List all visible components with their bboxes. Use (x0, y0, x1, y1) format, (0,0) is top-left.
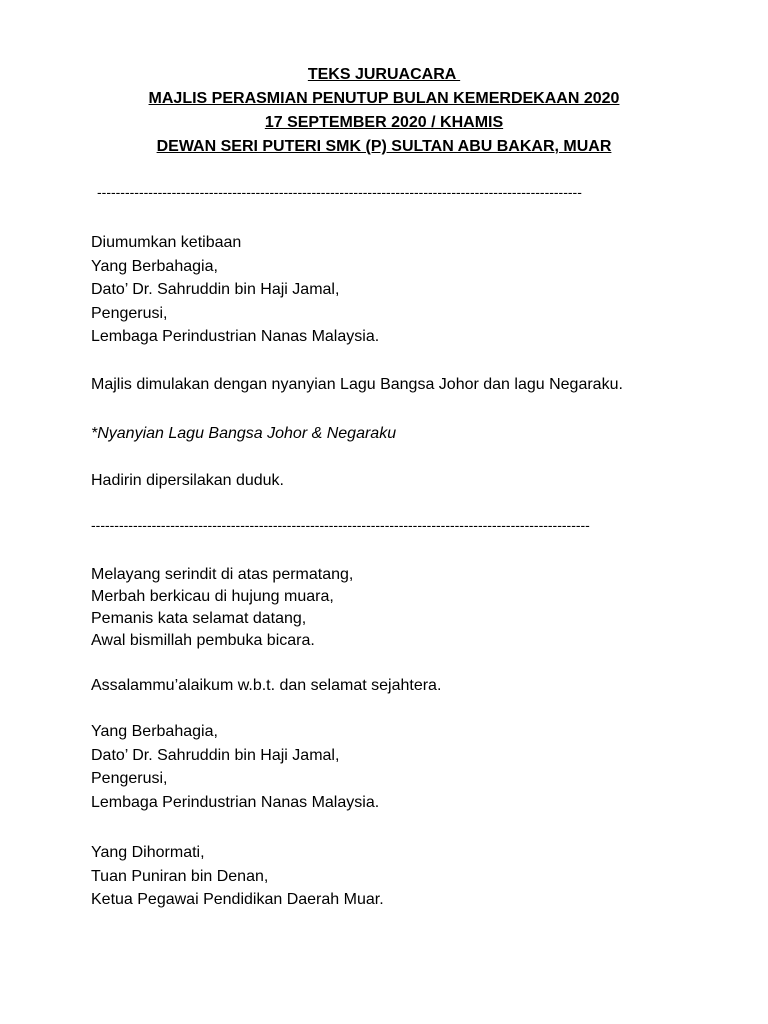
arrival-line: Yang Berbahagia, (91, 257, 218, 275)
section-divider: -------------------------------------------------------------------------------------------------------- (97, 184, 582, 200)
anthem-note: *Nyanyian Lagu Bangsa Johor & Negaraku (91, 425, 397, 442)
section-divider: ----------------------------------------------------------------------------------------------------------- (91, 517, 590, 533)
greeting: Assalammu’alaikum w.b.t. dan selamat sejahtera. (91, 677, 442, 694)
seated-instruction: Hadirin dipersilakan duduk. (91, 472, 284, 489)
pantun-line: Melayang serindit di atas permatang, (91, 566, 354, 583)
vip-line: Tuan Puniran bin Denan, (91, 867, 269, 885)
vip-line: Yang Berbahagia, (91, 723, 218, 740)
arrival-line: Pengerusi, (91, 304, 168, 322)
arrival-announcement (91, 231, 379, 349)
event-date: 17 SEPTEMBER 2020 / KHAMIS (264, 114, 504, 131)
pantun-line: Pemanis kata selamat datang, (91, 610, 307, 627)
arrival-line: Diumumkan ketibaan (91, 234, 242, 251)
anthem-intro: Majlis dimulakan dengan nyanyian Lagu Bangsa Johor dan lagu Negaraku. (91, 376, 623, 393)
arrival-line: Lembaga Perindustrian Nanas Malaysia. (91, 328, 380, 345)
event-venue: DEWAN SERI PUTERI SMK (P) SULTAN ABU BAKAR, MUAR (156, 138, 612, 155)
vip-line: Lembaga Perindustrian Nanas Malaysia. (91, 793, 380, 811)
vip-salutation-chairman (91, 720, 379, 814)
event-name: MAJLIS PERASMIAN PENUTUP BULAN KEMERDEKAAN 2020 (148, 90, 620, 107)
document-title: TEKS JURUACARA (307, 66, 461, 83)
vip-salutation-education-officer (91, 841, 384, 912)
arrival-line: Dato’ Dr. Sahruddin bin Haji Jamal, (91, 281, 340, 298)
vip-line: Dato’ Dr. Sahruddin bin Haji Jamal, (91, 746, 340, 764)
vip-line: Yang Dihormati, (91, 844, 205, 861)
vip-line: Pengerusi, (91, 770, 168, 787)
pantun-verse (91, 564, 353, 652)
vip-line: Ketua Pegawai Pendidikan Daerah Muar. (91, 891, 384, 908)
pantun-line: Merbah berkicau di hujung muara, (91, 588, 334, 605)
pantun-line: Awal bismillah pembuka bicara. (91, 632, 315, 649)
